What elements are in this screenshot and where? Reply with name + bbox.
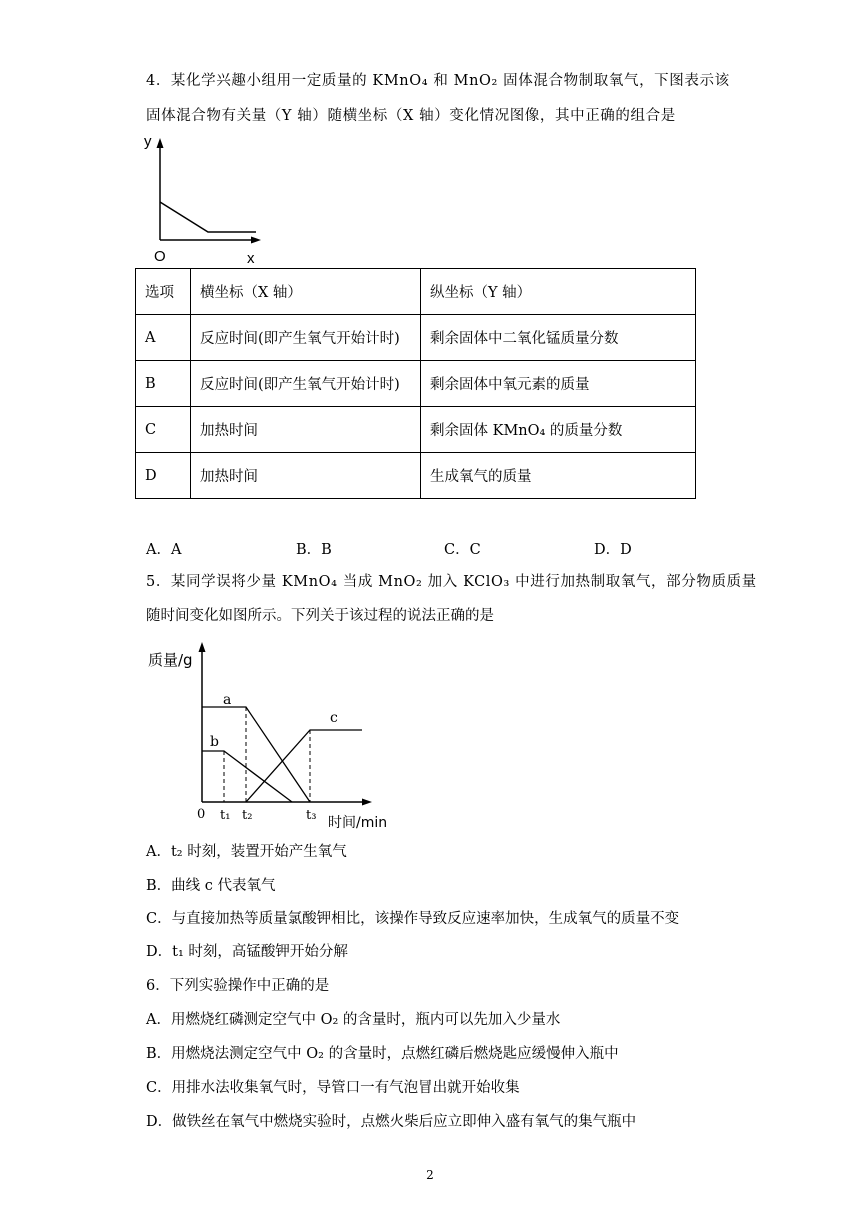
curve-b-label: b xyxy=(210,734,219,750)
curve-a xyxy=(202,707,310,802)
tick-t1-label: t₁ xyxy=(220,808,231,823)
curve-c-label: c xyxy=(330,710,338,726)
q6-option-b: B．用燃烧法测定空气中 O₂ 的含量时，点燃红磷后燃烧匙应缓慢伸入瓶中 xyxy=(146,1046,619,1062)
q5-stem-line2: 随时间变化如图所示。下列关于该过程的说法正确的是 xyxy=(146,608,494,624)
table-cell: A xyxy=(136,315,191,361)
q5-stem-line1: 5．某同学误将少量 KMnO₄ 当成 MnO₂ 加入 KClO₃ 中进行加热制取氧气，部分物质质量 xyxy=(146,574,757,590)
table-cell: C xyxy=(136,407,191,453)
curve-c xyxy=(246,730,362,802)
table-row xyxy=(136,407,696,453)
q4-y-arrow xyxy=(157,138,164,148)
q4-origin-label: O xyxy=(154,248,166,265)
table-cell: 加热时间 xyxy=(191,407,421,453)
tick-t2-label: t₂ xyxy=(242,808,253,823)
table-cell: 反应时间(即产生氧气开始计时) xyxy=(191,361,421,407)
table-header-row xyxy=(136,269,696,315)
q6-option-a: A．用燃烧红磷测定空气中 O₂ 的含量时，瓶内可以先加入少量水 xyxy=(146,1012,561,1028)
q4-y-label: y xyxy=(144,133,152,150)
q6-stem: 6．下列实验操作中正确的是 xyxy=(146,978,330,994)
q6-option-d: D．做铁丝在氧气中燃烧实验时，点燃火柴后应立即伸入盛有氧气的集气瓶中 xyxy=(146,1114,637,1130)
q5-option-c: C．与直接加热等质量氯酸钾相比，该操作导致反应速率加快，生成氧气的质量不变 xyxy=(146,911,680,927)
q5-y-arrow xyxy=(199,642,206,652)
q4-x-label: x xyxy=(247,250,255,267)
table-row xyxy=(136,361,696,407)
q5-x-arrow xyxy=(362,799,372,806)
table-header-cell: 纵坐标（Y 轴） xyxy=(421,269,696,315)
q5-option-d: D．t₁ 时刻，高锰酸钾开始分解 xyxy=(146,944,348,960)
q4-choice-d: D．D xyxy=(594,542,632,558)
table-cell: 加热时间 xyxy=(191,453,421,499)
table-cell: 剩余固体中二氧化锰质量分数 xyxy=(421,315,696,361)
table-header-cell: 选项 xyxy=(136,269,191,315)
table-row xyxy=(136,315,696,361)
tick-t3-label: t₃ xyxy=(306,808,317,823)
q4-options-table xyxy=(135,268,696,499)
q5-option-b: B．曲线 c 代表氧气 xyxy=(146,878,276,894)
q5-graph xyxy=(140,638,400,838)
page-number: 2 xyxy=(426,1168,434,1182)
q4-stem-line2: 固体混合物有关量（Y 轴）随横坐标（X 轴）变化情况图像，其中正确的组合是 xyxy=(146,108,676,124)
table-cell: 剩余固体 KMnO₄ 的质量分数 xyxy=(421,407,696,453)
table-cell: 生成氧气的质量 xyxy=(421,453,696,499)
q5-origin-label: 0 xyxy=(197,807,206,822)
q4-curve xyxy=(160,202,256,232)
table-row xyxy=(136,453,696,499)
q5-x-label: 时间/min xyxy=(328,815,388,831)
q4-choices xyxy=(146,538,746,560)
curve-b xyxy=(202,751,292,802)
q5-option-a: A．t₂ 时刻，装置开始产生氧气 xyxy=(146,844,347,860)
table-cell: 反应时间(即产生氧气开始计时) xyxy=(191,315,421,361)
q6-option-c: C．用排水法收集氧气时，导管口一有气泡冒出就开始收集 xyxy=(146,1080,520,1096)
table-cell: D xyxy=(136,453,191,499)
q4-graph xyxy=(138,130,278,265)
table-cell: B xyxy=(136,361,191,407)
q4-choice-c: C．C xyxy=(444,542,481,558)
curve-a-label: a xyxy=(223,692,232,708)
q5-y-label: 质量/g xyxy=(148,651,193,669)
q4-x-arrow xyxy=(251,237,261,244)
q4-choice-b: B．B xyxy=(296,542,332,558)
q4-choice-a: A．A xyxy=(146,542,182,558)
table-header-cell: 横坐标（X 轴） xyxy=(191,269,421,315)
table-cell: 剩余固体中氧元素的质量 xyxy=(421,361,696,407)
q4-stem-line1: 4．某化学兴趣小组用一定质量的 KMnO₄ 和 MnO₂ 固体混合物制取氧气，下图表示该 xyxy=(146,73,730,89)
